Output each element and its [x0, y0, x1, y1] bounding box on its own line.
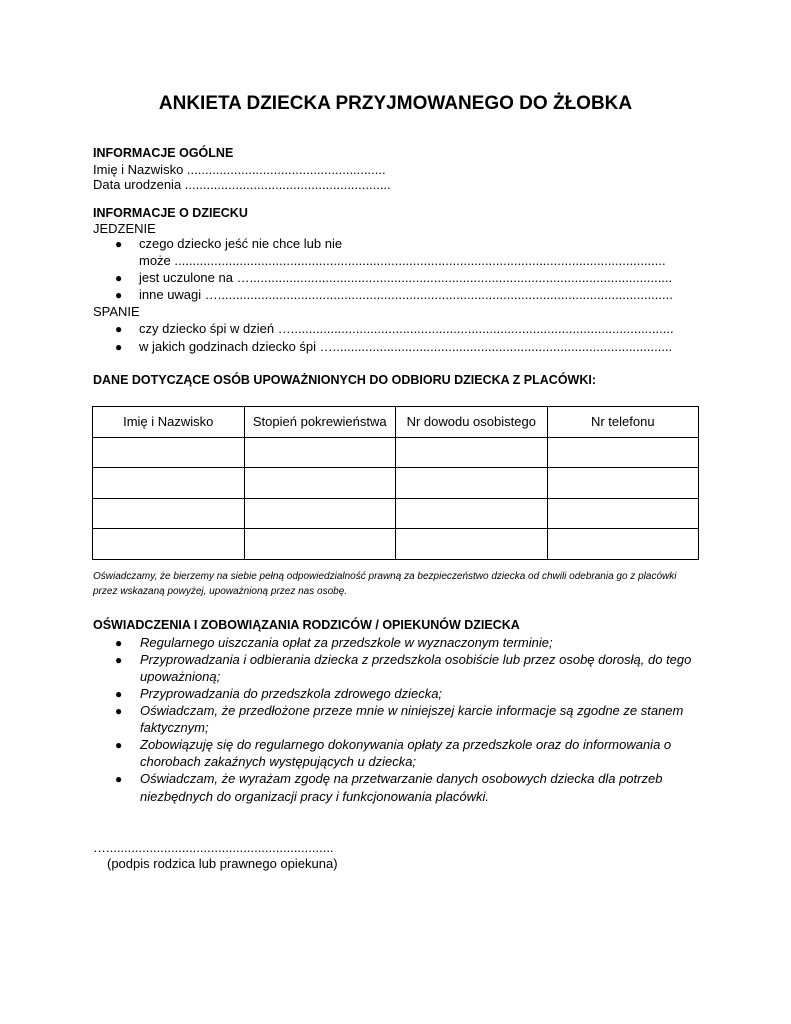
table-cell[interactable]	[93, 529, 245, 560]
statement-item-2-line1: Przyprowadzania i odbierania dziecka z przedszkola osobiście lub przez osobę dorosłą, do tego	[140, 652, 692, 667]
food-heading: JEDZENIE	[93, 221, 156, 236]
bullet-icon: ●	[115, 322, 123, 336]
bullet-icon: ●	[115, 653, 123, 667]
pickup-heading: DANE DOTYCZĄCE OSÓB UPOWAŻNIONYCH DO ODBIORU DZIECKA Z PLACÓWKI:	[93, 373, 597, 387]
statement-item-3: Przyprowadzania do przedszkola zdrowego dziecka;	[140, 686, 443, 701]
table-header-row	[93, 407, 699, 438]
signature-caption: (podpis rodzica lub prawnego opiekuna)	[107, 856, 338, 871]
column-header-phone: Nr telefonu	[547, 407, 699, 438]
table-cell[interactable]	[93, 468, 245, 499]
bullet-icon: ●	[115, 687, 123, 701]
table-cell[interactable]	[93, 498, 245, 529]
food-item-notes: inne uwagi …..............................................................................................................................	[139, 287, 673, 302]
statement-item-6-line2: niezbędnych do organizacji pracy i funkcjonowania placówki.	[140, 789, 490, 804]
table-cell[interactable]	[547, 437, 699, 468]
statement-item-5-line2: chorobach zakaźnych występujących u dziecka;	[140, 754, 417, 769]
sleep-item-hours: w jakich godzinach dziecko śpi …..............................................................................................	[139, 339, 673, 354]
table-cell[interactable]	[244, 468, 396, 499]
sleep-item-daytime: czy dziecko śpi w dzień …..........................................................................................................	[139, 321, 674, 336]
statement-item-5-line1: Zobowiązuję się do regularnego dokonywania opłaty za przedszkole oraz do informowania o	[140, 737, 672, 752]
column-header-relationship: Stopień pokrewieństwa	[244, 407, 396, 438]
responsibility-note-line1: Oświadczamy, że bierzemy na siebie pełną odpowiedzialność prawną za bezpieczeństwo dziecka od chwili odebrania go z placówki	[93, 571, 677, 582]
bullet-icon: ●	[115, 340, 123, 354]
column-header-id-number: Nr dowodu osobistego	[396, 407, 548, 438]
responsibility-note-line2: przez wskazaną powyżej, upoważnioną przez nas osobę.	[93, 586, 348, 597]
statements-heading: OŚWIADCZENIA I ZOBOWIĄZANIA RODZICÓW / OPIEKUNÓW DZIECKA	[93, 618, 520, 632]
bullet-icon: ●	[115, 288, 123, 302]
table-cell[interactable]	[244, 498, 396, 529]
table-row	[93, 498, 699, 529]
table-cell[interactable]	[396, 529, 548, 560]
statement-item-4-line2: faktycznym;	[140, 720, 209, 735]
birth-date-field-line: Data urodzenia .........................................................	[93, 177, 391, 192]
table-cell[interactable]	[396, 468, 548, 499]
table-cell[interactable]	[396, 498, 548, 529]
bullet-icon: ●	[115, 636, 123, 650]
statement-item-1: Regularnego uiszczania opłat za przedszkole w wyznaczonym terminie;	[140, 635, 553, 650]
statement-item-4-line1: Oświadczam, że przedłożone przeze mnie w niniejszej karcie informacje są zgodne ze stanem	[140, 703, 684, 718]
bullet-icon: ●	[115, 772, 123, 786]
food-item-dislikes-line2: może ........................................................................................................................................	[139, 253, 666, 268]
sleep-heading: SPANIE	[93, 304, 140, 319]
table-cell[interactable]	[244, 529, 396, 560]
statement-item-6-line1: Oświadczam, że wyrażam zgodę na przetwarzanie danych osobowych dziecka dla potrzeb	[140, 771, 663, 786]
table-cell[interactable]	[547, 468, 699, 499]
page-title: ANKIETA DZIECKA PRZYJMOWANEGO DO ŻŁOBKA	[158, 93, 633, 114]
general-info-heading: INFORMACJE OGÓLNE	[93, 146, 234, 160]
signature-line: …...............................................................	[93, 840, 334, 855]
table-cell[interactable]	[547, 529, 699, 560]
table-cell[interactable]	[244, 437, 396, 468]
statement-item-2-line2: upoważnioną;	[140, 669, 221, 684]
bullet-icon: ●	[115, 271, 123, 285]
food-item-allergies: jest uczulone na ….....................................................................................................................	[139, 270, 673, 285]
column-header-name: Imię i Nazwisko	[93, 407, 245, 438]
table-row	[93, 437, 699, 468]
name-field-line: Imię i Nazwisko .......................................................	[93, 162, 386, 177]
table-row	[93, 468, 699, 499]
bullet-icon: ●	[115, 237, 123, 251]
table-cell[interactable]	[93, 437, 245, 468]
food-item-dislikes-line1: czego dziecko jeść nie chce lub nie	[139, 236, 343, 251]
table-cell[interactable]	[547, 498, 699, 529]
table-row	[93, 529, 699, 560]
pickup-persons-table	[92, 406, 699, 560]
child-info-heading: INFORMACJE O DZIECKU	[93, 206, 248, 220]
table-cell[interactable]	[396, 437, 548, 468]
bullet-icon: ●	[115, 738, 123, 752]
bullet-icon: ●	[115, 704, 123, 718]
